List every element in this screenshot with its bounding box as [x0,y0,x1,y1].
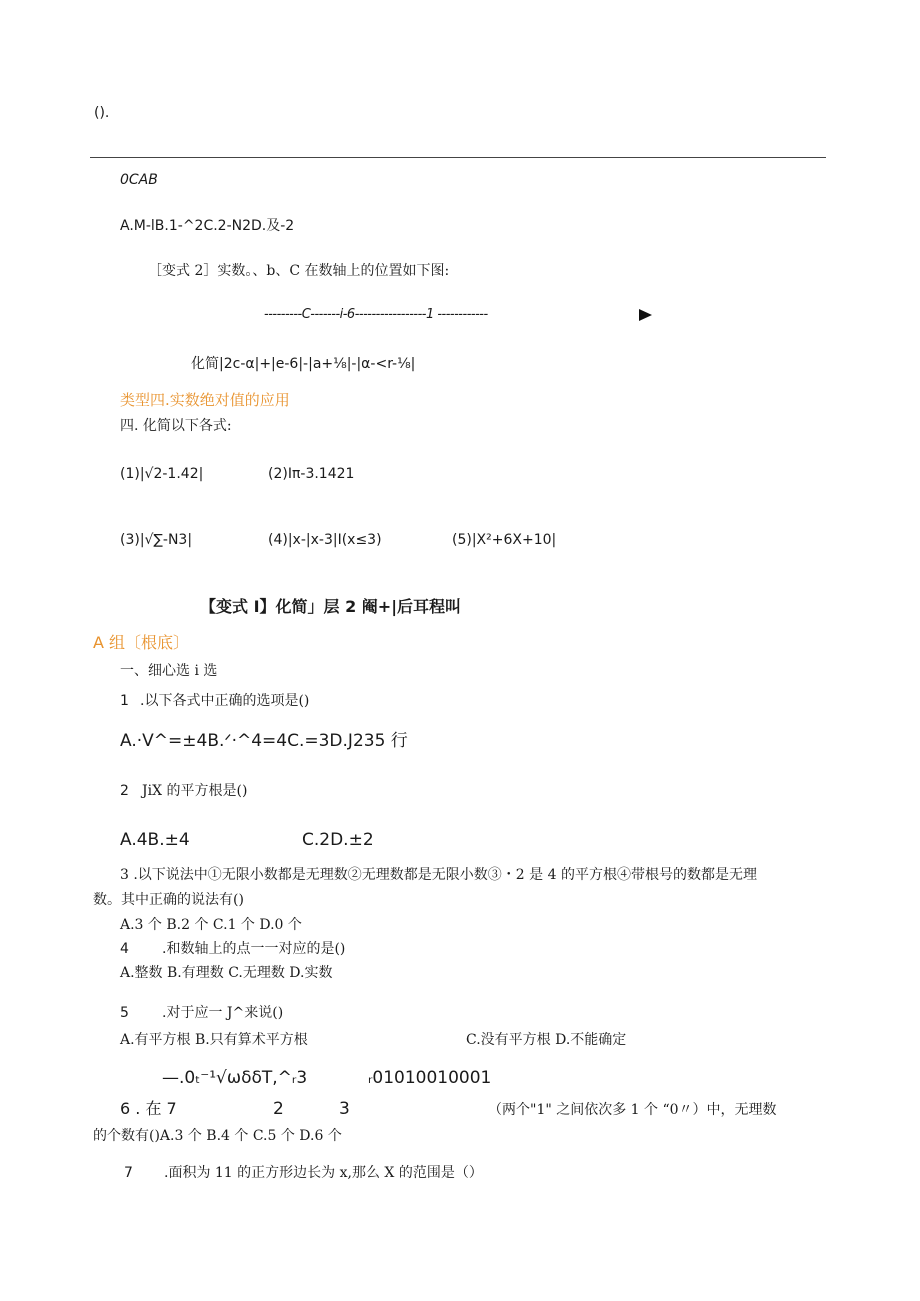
exercise-2: (2)Iπ-3.1421 [268,466,355,482]
q7-text: .面积为 11 的正方形边长为 x,那么 X 的范围是（） [164,1165,483,1181]
q3-options: A.3 个 B.2 个 C.1 个 D.0 个 [120,917,302,933]
q5-text: .对于应一 J^来说() [162,1005,284,1021]
q1-options: A.·V^=±4B.ᐟ·^4=4C.=3D.J235 行 [120,731,408,751]
exercise-5: (5)|X²+6X+10| [452,532,557,548]
q2-number: 2 [120,783,129,799]
exercise-1: (1)|√2-1.42| [120,466,204,482]
q6-formula-a: —.0ₜ⁻¹√ωδδT,^ᵣ3 [162,1068,308,1088]
q2-options-cd: C.2D.±2 [302,830,374,850]
q3-line2: 数。其中正确的说法有() [93,892,244,908]
q5-options-cd: C.没有平方根 D.不能确定 [466,1032,627,1048]
q2-text: JiX 的平方根是() [142,783,248,799]
ocab-label: 0CAB [120,172,158,188]
q6-formula-b: ᵣ01010010001 [368,1068,492,1088]
group-a-heading: A 组〔根底〕 [93,633,190,652]
q6-line2: 的个数有()A.3 个 B.4 个 C.5 个 D.6 个 [93,1128,342,1144]
exercise-3: (3)|√∑-N3| [120,532,193,548]
number-line-labels: ---------C-------i-6-----------------1 ------------ [264,307,488,322]
q6-n2: 2 [273,1099,284,1119]
q6-suffix: （两个"1" 之间依次多 1 个 “0〃）中，无理数 [488,1102,777,1118]
q7-number: 7 [124,1165,133,1181]
exercise-4: (4)|x-|x-3|I(x≤3) [268,532,382,548]
q4-options: A.整数 B.有理数 C.无理数 D.实数 [120,965,333,981]
q5-number: 5 [120,1005,129,1021]
variant1-heading: 【变式 I】化简」层 2 阉+|后耳程叫 [200,597,462,616]
q-options-1: A.M-lB.1-^2C.2-N2D.及-2 [120,218,295,234]
variant2-text: ［变式 2］实数。、b、C 在数轴上的位置如下图: [148,263,450,279]
q1-text: .以下各式中正确的选项是() [140,693,310,709]
q5-options-ab: A.有平方根 B.只有算术平方根 [120,1032,308,1048]
q6-n3: 3 [339,1099,350,1119]
simplify-expression: 化简|2c-α|+|e-6|-|a+⅛|-|α-<r-⅛| [191,356,416,372]
horizontal-divider [90,157,826,158]
section4-intro: 四. 化简以下各式: [120,418,232,434]
top-paren: (). [94,105,110,121]
q3-line1: 3 .以下说法中①无限小数都是无理数②无理数都是无限小数③・2 是 4 的平方根④带根号的数都是无理 [120,867,757,883]
part1-heading: 一、细心选 i 选 [120,663,218,679]
q1-number: 1 [120,693,129,709]
type4-heading: 类型四.实数绝对值的应用 [120,391,290,409]
q4-text: .和数轴上的点一一对应的是() [162,941,346,957]
arrow-icon [639,308,653,322]
q6-prefix: 6 . 在 7 [120,1099,177,1118]
q4-number: 4 [120,941,129,957]
q2-options-ab: A.4B.±4 [120,830,190,850]
